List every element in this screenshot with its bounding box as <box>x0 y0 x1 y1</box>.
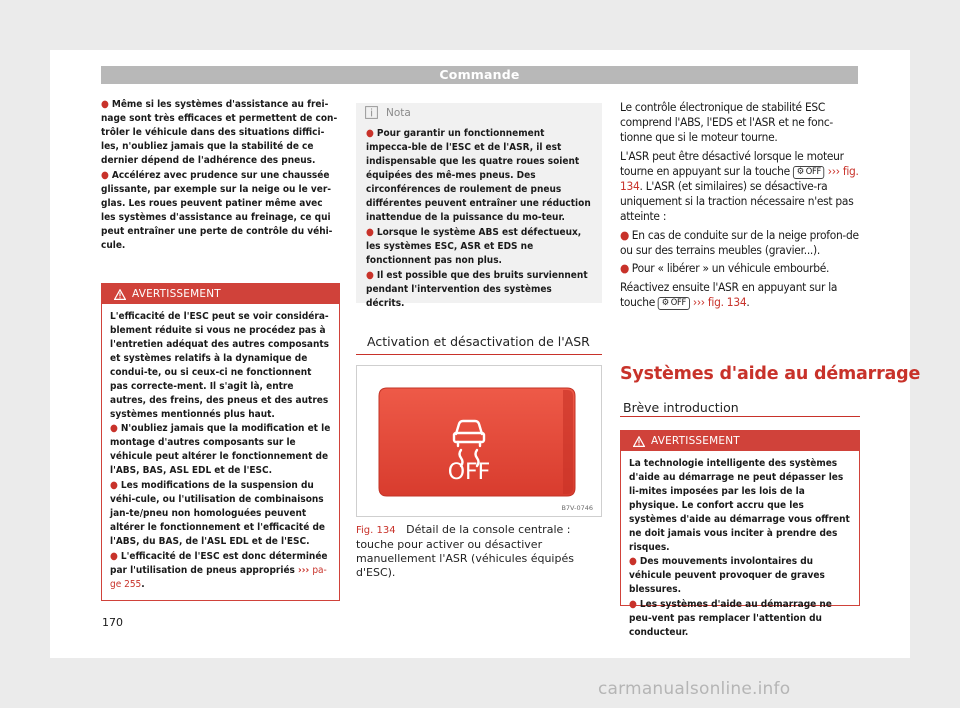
bullet-icon: ● <box>366 270 374 281</box>
warning-header <box>621 431 859 451</box>
page-link-arrows[interactable]: ››› <box>298 565 310 576</box>
bullet-icon: ● <box>366 227 374 238</box>
list-item: ● L'efficacité de l'ESC est donc déterminée par l'utilisation de pneus appropriés ››› pa-ge 255. <box>110 551 328 590</box>
page-header-title: Commande <box>439 67 520 82</box>
asr-off-button-illustration <box>357 366 601 516</box>
main-section-title: Systèmes d'aide au démarrage <box>620 364 921 384</box>
figure-134 <box>356 365 602 517</box>
list-item: ● En cas de conduite sur de la neige profon-de ou sur des terrains meubles (gravier...). <box>620 228 859 257</box>
bullet-icon: ● <box>110 480 118 491</box>
list-item: ● N'oubliez jamais que la modification et le montage d'autres composants sur le véhicule peut altérer le fonctionnement de l'ABS, BAS, ASL EDL et de l'ESC. <box>110 423 331 476</box>
esc-car-small-icon: ⚙ <box>661 298 669 308</box>
page-number: 170 <box>102 616 123 629</box>
page-link[interactable]: pa-ge 255 <box>110 565 327 590</box>
list-item: ● Lorsque le système ABS est défectueux, les systèmes ESC, ASR et EDS ne fonctionnent pas non plus. <box>366 227 582 266</box>
figure-link-arrows[interactable]: ››› <box>692 295 705 309</box>
watermark-text[interactable]: carmanualsonline.info <box>598 679 791 699</box>
asr-off-key: ⚙ OFF <box>658 297 690 310</box>
list-item: ● Même si les systèmes d'assistance au frei-nage sont très efficaces et permettent de con-trôler le véhicule dans des situations diffici-les, n'oubliez jamais que la stabilité de ce dernier dépend de l'adhérence des pneus. <box>101 99 338 166</box>
bullet-icon: ● <box>110 423 118 434</box>
figure-caption <box>356 523 606 580</box>
figure-link-arrows[interactable]: ››› <box>827 164 840 178</box>
list-item: ● Pour garantir un fonctionnement impecca-ble de l'ESC et de l'ASR, il est indispensable que les quatre roues soient équipées des mê-mes pneus. Des circonférences de roulement de pneus différentes peuvent entraîner une réduction inattendue de la puissance du mo-teur. <box>366 128 591 223</box>
warning-triangle-icon <box>114 285 126 304</box>
page-header <box>101 66 858 84</box>
figure-code: B7V-0746 <box>561 504 593 512</box>
figure-number: Fig. 134 <box>356 525 396 536</box>
info-icon <box>365 104 378 123</box>
section-title: Activation et désactivation de l'ASR <box>367 334 590 349</box>
figure-link[interactable]: fig. 134 <box>707 295 747 309</box>
paragraph: Réactivez ensuite l'ASR en appuyant sur la touche ⚙ OFF ››› fig. 134. <box>620 280 838 309</box>
list-item: ● Les modifications de la suspension du véhi-cule, ou l'utilisation de combinaisons jan-te/pneu non homologuées peuvent altérer le fonctionnement et l'efficacité de l'ABS, du BAS, de l'ASL EDL et de l'ESC. <box>110 480 326 547</box>
list-item: ● Accélérez avec prudence sur une chaussée glissante, par exemple sur la neige ou le ver-glas. Les roues peuvent patiner même avec les systèmes d'assistance au freinage, ce qui peut entraîner une perte de contrôle du véhi-cule. <box>101 170 333 251</box>
list-item: ● Les systèmes d'aide au démarrage ne peu-vent pas remplacer l'attention du conducteur. <box>629 599 832 638</box>
note-box <box>356 103 602 309</box>
bullet-icon: ● <box>620 228 630 242</box>
list-item: ● Il est possible que des bruits surviennent pendant l'intervention des systèmes décrits. <box>366 270 588 309</box>
section-rule <box>620 416 860 417</box>
note-header <box>356 103 602 123</box>
warning-paragraph: L'efficacité de l'ESC peut se voir considéra-blement réduite si vous ne procédez pas à l'entretien adéquat des autres composants et systèmes relatifs à la dynamique de condui-te, ou si ceux-ci ne fonctionnent pas correcte-ment. Il s'agit là, entre autres, des freins, des pneus et des autres systèmes mentionnés plus haut. <box>110 311 330 420</box>
column-left <box>101 98 340 254</box>
paragraph: L'ASR peut être désactivé lorsque le moteur tourne en appuyant sur la touche ⚙ OFF ››› fig. 134. L'ASR (et similaires) se désactive-ra uniquement si la traction nécessaire n'est pas atteinte : <box>620 149 859 223</box>
bullet-icon: ● <box>629 599 637 610</box>
bullet-icon: ● <box>110 551 118 562</box>
warning-box-right <box>620 430 860 638</box>
asr-off-key: ⚙ OFF <box>793 166 825 179</box>
esc-car-small-icon: ⚙ <box>796 167 804 177</box>
figure-link[interactable]: fig. 134 <box>620 164 859 193</box>
paragraph: Le contrôle électronique de stabilité ESC comprend l'ABS, l'EDS et l'ASR et ne fonc-tionne que si le moteur tourne. <box>620 100 833 144</box>
bullet-icon: ● <box>101 170 109 181</box>
note-label: Nota <box>386 107 411 119</box>
sub-section-title: Brève introduction <box>623 400 739 415</box>
list-item: ● Pour « libérer » un véhicule embourbé. <box>620 261 830 275</box>
warning-box-left <box>101 283 340 601</box>
warning-label: AVERTISSEMENT <box>132 288 221 300</box>
column-right <box>620 100 860 310</box>
warning-paragraph: La technologie intelligente des systèmes d'aide au démarrage ne peut dépasser les li-mites imposées par les lois de la physique. Le confort accru que les systèmes d'aide au démarrage vous offrent ne doit jamais vous inciter à prendre des risques. <box>629 458 850 553</box>
list-item: ● Des mouvements involontaires du véhicule peuvent provoquer de graves blessures. <box>629 556 825 595</box>
warning-header <box>102 284 339 304</box>
bullet-icon: ● <box>101 99 109 110</box>
warning-triangle-icon <box>633 432 645 451</box>
bullet-icon: ● <box>620 261 630 275</box>
off-button-text: OFF <box>447 460 491 485</box>
bullet-icon: ● <box>629 556 637 567</box>
section-rule <box>356 354 602 355</box>
figure-caption-text: Détail de la console centrale : touche pour activer ou désactiver manuellement l'ASR (véhicules équipés d'ESC). <box>356 523 574 579</box>
warning-label: AVERTISSEMENT <box>651 435 740 447</box>
bullet-icon: ● <box>366 128 374 139</box>
